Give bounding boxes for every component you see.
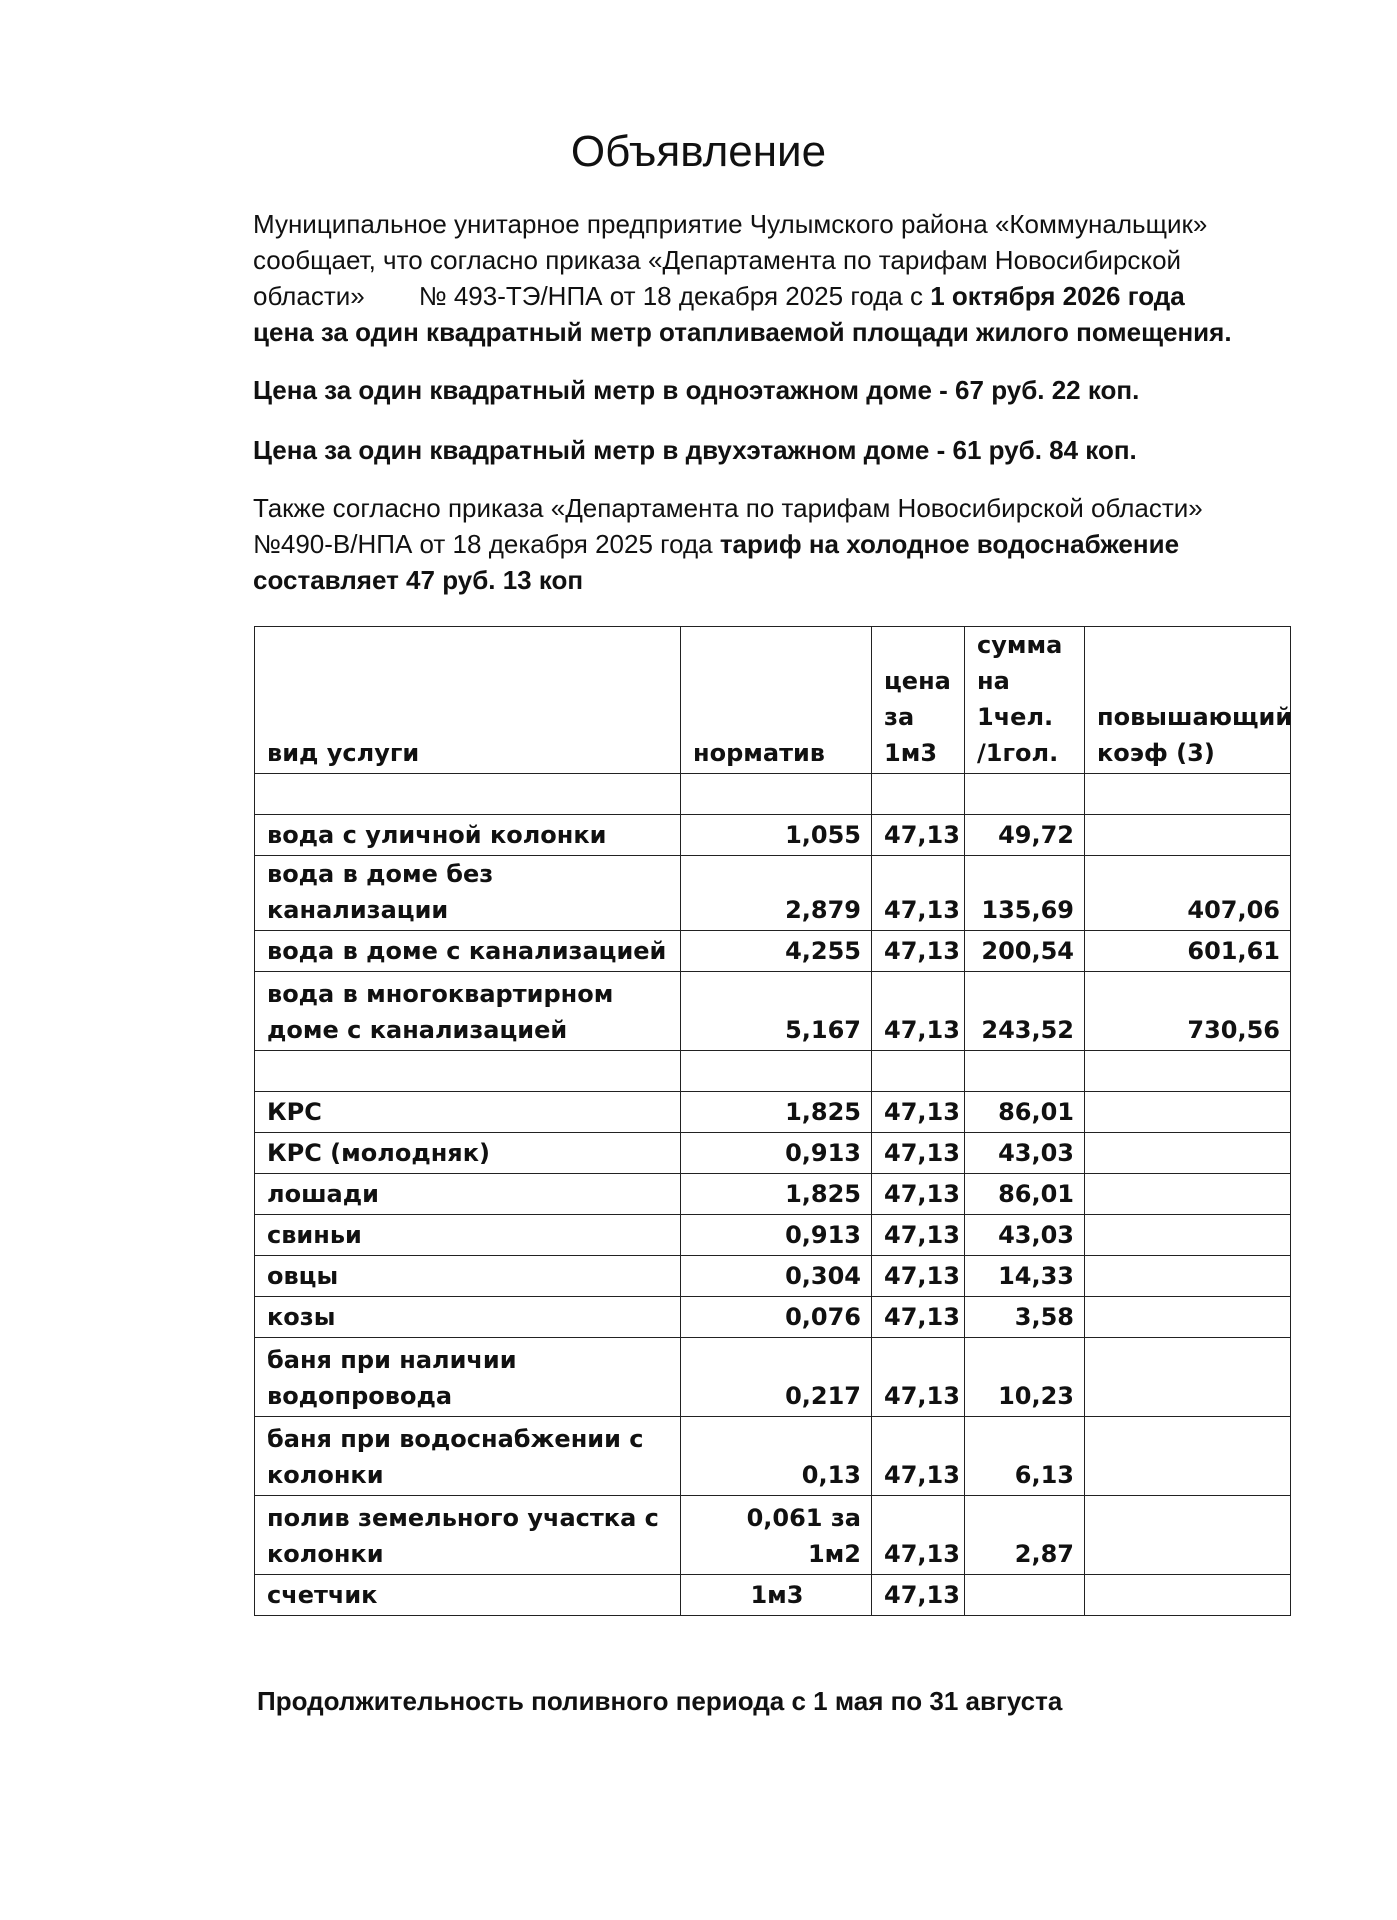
price-one-storey: Цена за один квадратный метр в одноэтажном доме - 67 руб. 22 коп. [253, 375, 1140, 405]
table-row [255, 972, 1291, 1051]
service-line: лошади [267, 1180, 379, 1208]
norm-cell: 0,913 [681, 1133, 872, 1174]
table-row [255, 815, 1291, 856]
water-line [253, 526, 1313, 562]
coef-cell [1085, 1417, 1291, 1496]
coef-cell [1085, 815, 1291, 856]
service-line: свиньи [267, 1221, 362, 1249]
sum-cell: 86,01 [965, 1092, 1085, 1133]
service-line: колонки [267, 1461, 384, 1489]
table-row [255, 931, 1291, 972]
header-price [872, 627, 965, 774]
service-cell [255, 931, 681, 972]
sum-cell: 14,33 [965, 1256, 1085, 1297]
water-order-reference: №490-В/НПА от 18 декабря 2025 года [253, 529, 720, 559]
sum-cell: 49,72 [965, 815, 1085, 856]
table-row [255, 1338, 1291, 1417]
header-norm: норматив [681, 627, 872, 774]
service-line: КРС (молодняк) [267, 1139, 490, 1167]
empty-cell [965, 774, 1085, 815]
service-line: баня при наличии [267, 1346, 517, 1374]
empty-cell [255, 1051, 681, 1092]
empty-cell [872, 774, 965, 815]
empty-cell [1085, 1051, 1291, 1092]
coef-cell [1085, 1133, 1291, 1174]
price-cell: 47,13 [872, 1575, 965, 1616]
order-reference: № 493-ТЭ/НПА от 18 декабря 2025 года с [418, 281, 931, 311]
header-sum-line: сумма [977, 631, 1063, 659]
coef-cell [1085, 1338, 1291, 1417]
norm-cell: 5,167 [681, 972, 872, 1051]
table-spacer-row [255, 774, 1291, 815]
service-line: вода с уличной колонки [267, 821, 607, 849]
service-cell [255, 1215, 681, 1256]
sum-cell [965, 1575, 1085, 1616]
sum-cell: 43,03 [965, 1215, 1085, 1256]
header-coef-line: повышающий [1097, 703, 1293, 731]
price-cell: 47,13 [872, 1174, 965, 1215]
service-line: овцы [267, 1262, 339, 1290]
header-service: вид услуги [255, 627, 681, 774]
norm-cell: 1,825 [681, 1174, 872, 1215]
table-row [255, 1174, 1291, 1215]
service-line: КРС [267, 1098, 322, 1126]
service-line: колонки [267, 1540, 384, 1568]
sum-cell: 3,58 [965, 1297, 1085, 1338]
empty-cell [1085, 774, 1291, 815]
service-cell [255, 1092, 681, 1133]
service-cell [255, 1338, 681, 1417]
price-cell: 47,13 [872, 972, 965, 1051]
sum-cell: 6,13 [965, 1417, 1085, 1496]
empty-cell [255, 774, 681, 815]
service-cell [255, 856, 681, 931]
table-row [255, 1092, 1291, 1133]
norm-cell: 0,304 [681, 1256, 872, 1297]
intro-line-prefix: области» [253, 281, 365, 311]
page-title: Объявление [570, 127, 827, 176]
service-line: козы [267, 1303, 336, 1331]
coef-cell [1085, 1215, 1291, 1256]
water-tariff-label: тариф на холодное водоснабжение [719, 529, 1180, 559]
table-row [255, 1215, 1291, 1256]
table-row [255, 1417, 1291, 1496]
table-header-row [255, 627, 1291, 774]
tariff-table [254, 626, 1291, 1616]
service-cell [255, 1496, 681, 1575]
header-price-line: 1м3 [884, 739, 938, 767]
intro-paragraph [253, 206, 1313, 350]
intro-line: Муниципальное унитарное предприятие Чулымского района «Коммунальщик» [253, 209, 1208, 239]
service-line: вода в доме с канализацией [267, 937, 667, 965]
sum-cell: 200,54 [965, 931, 1085, 972]
sum-cell: 10,23 [965, 1338, 1085, 1417]
norm-cell: 0,913 [681, 1215, 872, 1256]
service-line: водопровода [267, 1382, 453, 1410]
intro-line: цена за один квадратный метр отапливаемой площади жилого помещения. [253, 317, 1232, 347]
service-line: вода в доме без канализации [267, 860, 494, 924]
service-cell [255, 1575, 681, 1616]
service-cell [255, 1133, 681, 1174]
header-sum-line: /1гол. [977, 739, 1059, 767]
coef-cell: 601,61 [1085, 931, 1291, 972]
coef-cell [1085, 1174, 1291, 1215]
header-sum-line: на [977, 667, 1010, 695]
price-cell: 47,13 [872, 1215, 965, 1256]
price-cell: 47,13 [872, 815, 965, 856]
table-row [255, 1256, 1291, 1297]
header-price-line: за [884, 703, 915, 731]
service-cell [255, 1417, 681, 1496]
table-row [255, 1496, 1291, 1575]
service-cell [255, 1297, 681, 1338]
water-tariff-paragraph [253, 490, 1313, 598]
empty-cell [872, 1051, 965, 1092]
sum-cell: 135,69 [965, 856, 1085, 931]
price-cell: 47,13 [872, 1133, 965, 1174]
service-cell [255, 1174, 681, 1215]
norm-cell: 0,13 [681, 1417, 872, 1496]
service-line: полив земельного участка с [267, 1504, 659, 1532]
service-line: баня при водоснабжении с [267, 1425, 644, 1453]
service-cell [255, 972, 681, 1051]
coef-cell [1085, 1092, 1291, 1133]
norm-cell: 0,076 [681, 1297, 872, 1338]
service-cell [255, 1256, 681, 1297]
price-cell: 47,13 [872, 1256, 965, 1297]
table-row [255, 856, 1291, 931]
intro-line: сообщает, что согласно приказа «Департамента по тарифам Новосибирской [253, 245, 1182, 275]
header-coef-line: коэф (3) [1097, 739, 1215, 767]
service-line: счетчик [267, 1581, 378, 1609]
intro-line [253, 278, 1313, 314]
header-sum [965, 627, 1085, 774]
watering-period-note: Продолжительность поливного периода с 1 мая по 31 августа [257, 1686, 1063, 1716]
norm-cell: 4,255 [681, 931, 872, 972]
header-sum-line: 1чел. [977, 703, 1054, 731]
coef-cell [1085, 1575, 1291, 1616]
price-cell: 47,13 [872, 1338, 965, 1417]
price-cell: 47,13 [872, 1496, 965, 1575]
water-line: Также согласно приказа «Департамента по тарифам Новосибирской области» [253, 493, 1203, 523]
table-row [255, 1297, 1291, 1338]
empty-cell [681, 1051, 872, 1092]
norm-cell: 0,061 за 1м2 [681, 1496, 872, 1575]
coef-cell [1085, 1297, 1291, 1338]
norm-cell: 0,217 [681, 1338, 872, 1417]
coef-cell: 407,06 [1085, 856, 1291, 931]
empty-cell [681, 774, 872, 815]
price-cell: 47,13 [872, 1297, 965, 1338]
table-spacer-row [255, 1051, 1291, 1092]
service-line: доме с канализацией [267, 1016, 568, 1044]
service-cell [255, 815, 681, 856]
effective-date: 1 октября 2026 года [930, 281, 1185, 311]
service-line: вода в многоквартирном [267, 980, 614, 1008]
price-cell: 47,13 [872, 1417, 965, 1496]
empty-cell [965, 1051, 1085, 1092]
sum-cell: 43,03 [965, 1133, 1085, 1174]
sum-cell: 86,01 [965, 1174, 1085, 1215]
coef-cell [1085, 1496, 1291, 1575]
price-cell: 47,13 [872, 1092, 965, 1133]
header-coef [1085, 627, 1291, 774]
water-tariff-value: составляет 47 руб. 13 коп [253, 565, 584, 595]
price-two-storey: Цена за один квадратный метр в двухэтажном доме - 61 руб. 84 коп. [253, 435, 1137, 465]
header-price-line: цена [884, 667, 951, 695]
sum-cell: 2,87 [965, 1496, 1085, 1575]
sum-cell: 243,52 [965, 972, 1085, 1051]
norm-cell: 1,825 [681, 1092, 872, 1133]
norm-cell: 1,055 [681, 815, 872, 856]
coef-cell [1085, 1256, 1291, 1297]
table-row [255, 1133, 1291, 1174]
price-cell: 47,13 [872, 856, 965, 931]
norm-cell: 2,879 [681, 856, 872, 931]
coef-cell: 730,56 [1085, 972, 1291, 1051]
norm-cell: 1м3 [681, 1575, 872, 1616]
price-cell: 47,13 [872, 931, 965, 972]
table-row [255, 1575, 1291, 1616]
